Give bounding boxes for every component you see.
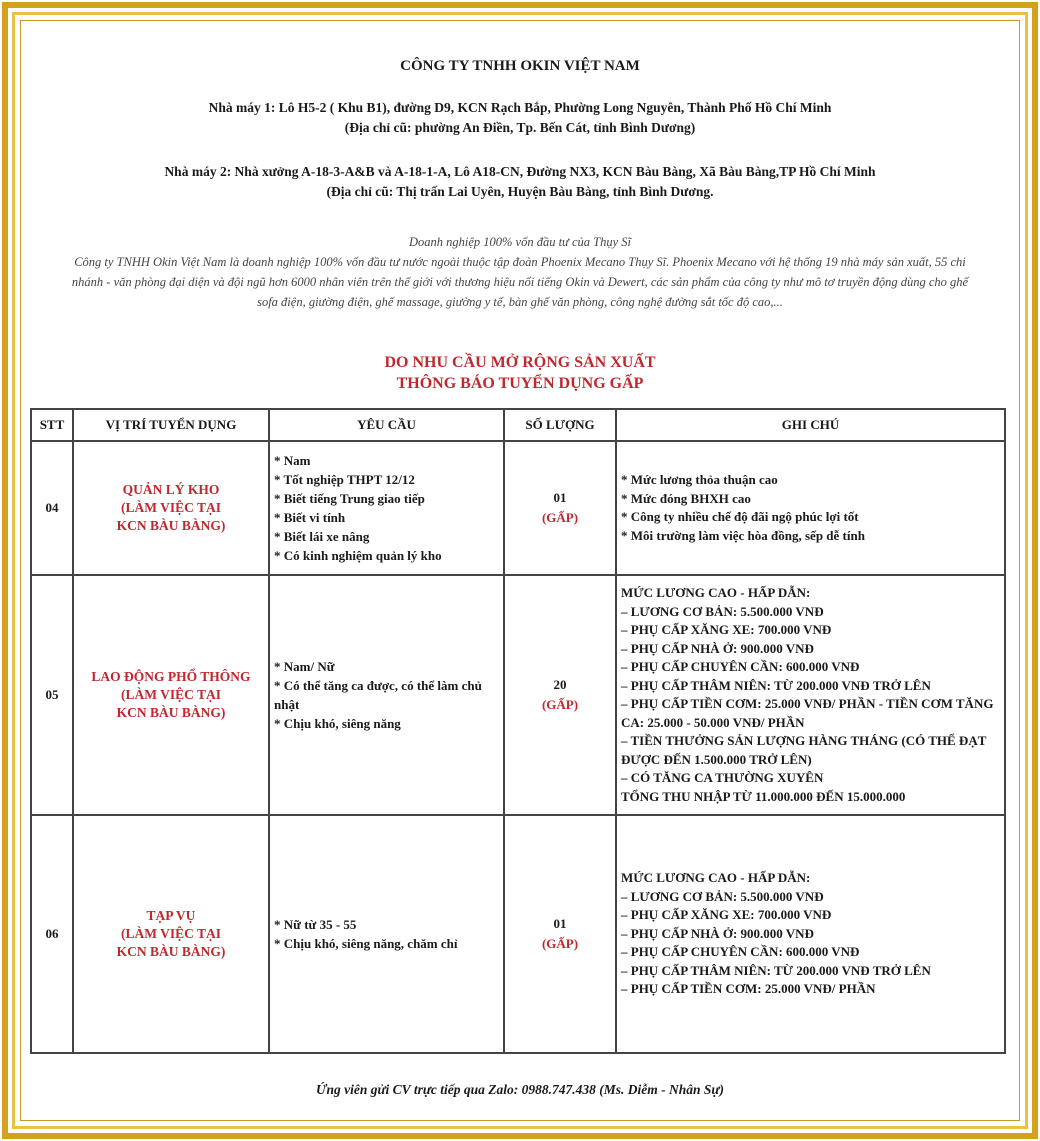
- recruitment-headline: [22, 352, 1018, 394]
- factory-2-address: [22, 162, 1018, 202]
- row-stt: 06: [31, 815, 73, 1053]
- requirement-item: * Nữ từ 35 - 55: [274, 917, 357, 932]
- position-location: (LÀM VIỆC TẠI: [120, 500, 222, 515]
- note-item: – PHỤ CẤP CHUYÊN CẦN: 600.000 VNĐ: [621, 659, 860, 674]
- table-row: [31, 575, 1005, 815]
- row-requirements: [269, 815, 504, 1053]
- note-item: – PHỤ CẤP TIỀN CƠM: 25.000 VNĐ/ PHẦN: [621, 981, 876, 997]
- position-title: QUẢN LÝ KHO: [122, 482, 220, 497]
- row-notes: [616, 441, 1005, 575]
- row-notes: [616, 815, 1005, 1053]
- recruitment-notice: [22, 22, 1018, 1119]
- note-item: – LƯƠNG CƠ BẢN: 5.500.000 VNĐ: [621, 888, 824, 904]
- note-item: TỔNG THU NHẬP TỪ 11.000.000 ĐẾN 15.000.000: [621, 788, 906, 804]
- note-item: – PHỤ CẤP NHÀ Ở: 900.000 VNĐ: [621, 640, 814, 656]
- quantity-value: 01: [553, 490, 567, 505]
- header-stt: STT: [31, 409, 73, 441]
- header-requirements: YÊU CẦU: [269, 409, 504, 441]
- row-quantity: [504, 815, 616, 1053]
- job-table: [30, 408, 1006, 1054]
- row-notes: [616, 575, 1005, 815]
- position-title: LAO ĐỘNG PHỔ THÔNG: [91, 669, 251, 684]
- note-item: * Công ty nhiều chế độ đãi ngộ phúc lợi tốt: [621, 509, 859, 524]
- row-requirements: [269, 441, 504, 575]
- note-item: – CÓ TĂNG CA THƯỜNG XUYÊN: [621, 770, 824, 785]
- row-stt: 05: [31, 575, 73, 815]
- requirement-item: * Có thể tăng ca được, có thể làm chủ nhật: [274, 678, 482, 712]
- table-row: [31, 815, 1005, 1053]
- requirement-item: * Biết tiếng Trung giao tiếp: [274, 491, 425, 506]
- note-item: – PHỤ CẤP XĂNG XE: 700.000 VNĐ: [621, 907, 832, 923]
- row-position: [73, 441, 269, 575]
- headline-line-2: THÔNG BÁO TUYỂN DỤNG GẤP: [396, 375, 644, 392]
- company-name: CÔNG TY TNHH OKIN VIỆT NAM: [400, 58, 640, 74]
- urgent-tag: (GẤP): [541, 510, 579, 525]
- table-header-row: [31, 409, 1005, 441]
- row-position: [73, 575, 269, 815]
- note-item: – LƯƠNG CƠ BẢN: 5.500.000 VNĐ: [621, 603, 824, 619]
- note-item: MỨC LƯƠNG CAO - HẤP DẪN:: [621, 585, 811, 600]
- note-item: – PHỤ CẤP CHUYÊN CẦN: 600.000 VNĐ: [621, 944, 860, 960]
- position-location: KCN BÀU BÀNG): [116, 518, 226, 533]
- header-notes: GHI CHÚ: [616, 409, 1005, 441]
- quantity-value: 20: [553, 677, 567, 692]
- requirement-item: * Chịu khó, siêng năng: [274, 716, 401, 731]
- requirement-item: * Chịu khó, siêng năng, chăm chỉ: [274, 936, 458, 951]
- factory-2-old-address: (Địa chỉ cũ: Thị trấn Lai Uyên, Huyện Bàu Bàng, tỉnh Bình Dương.: [326, 184, 714, 199]
- position-location: KCN BÀU BÀNG): [116, 705, 226, 720]
- row-stt: 04: [31, 441, 73, 575]
- urgent-tag: (GẤP): [541, 936, 579, 951]
- requirement-item: * Có kinh nghiệm quản lý kho: [274, 548, 442, 563]
- position-location: (LÀM VIỆC TẠI: [120, 926, 222, 941]
- factory-1-old-address: (Địa chỉ cũ: phường An Điền, Tp. Bến Cát, tỉnh Bình Dương): [344, 120, 696, 135]
- quantity-value: 01: [553, 916, 567, 931]
- note-item: – PHỤ CẤP TIỀN CƠM: 25.000 VNĐ/ PHẦN - TIỀN CƠM TĂNG CA: 25.000 - 50.000 VNĐ/ PHẦN: [621, 696, 994, 730]
- factory-2-line: Nhà máy 2: Nhà xưởng A-18-3-A&B và A-18-1-A, Lô A18-CN, Đường NX3, KCN Bàu Bàng, Xã Bàu Bàng,TP Hồ Chí Minh: [164, 164, 876, 179]
- company-intro: [62, 232, 978, 312]
- requirement-item: * Biết vi tính: [274, 510, 346, 525]
- note-item: – TIỀN THƯỞNG SẢN LƯỢNG HÀNG THÁNG (CÓ THỂ ĐẠT ĐƯỢC ĐẾN 1.500.000 TRỞ LÊN): [621, 733, 987, 767]
- contact-footer: Ứng viên gửi CV trực tiếp qua Zalo: 0988.747.438 (Ms. Diễm - Nhân Sự): [316, 1082, 724, 1097]
- row-quantity: [504, 575, 616, 815]
- header-quantity: SỐ LƯỢNG: [504, 409, 616, 441]
- requirement-item: * Nam/ Nữ: [274, 659, 335, 674]
- note-item: – PHỤ CẤP THÂM NIÊN: TỪ 200.000 VNĐ TRỞ LÊN: [621, 962, 931, 978]
- note-item: * Mức lương thỏa thuận cao: [621, 472, 778, 487]
- row-quantity: [504, 441, 616, 575]
- note-item: * Môi trường làm việc hòa đồng, sếp dễ tính: [621, 527, 865, 543]
- table-row: [31, 441, 1005, 575]
- row-requirements: [269, 575, 504, 815]
- intro-description: Công ty TNHH Okin Việt Nam là doanh nghiệp 100% vốn đầu tư nước ngoài thuộc tập đoàn Phoenix Mecano Thụy Sĩ. Phoenix Mecano với hệ thống 19 nhà máy sản xuất, 55 chi nhánh - văn phòng đại diện và đội ngũ hơn 6000 nhân viên trên thế giới với thương hiệu nổi tiếng Okin và Dewert, các sản phẩm của công ty như mô tơ truyền động dùng cho ghế sofa điện, giường điện, ghế massage, giường y tế, bàn ghế văn phòng, công nghệ đường sắt tốc độ cao,...: [71, 255, 969, 309]
- requirement-item: * Nam: [274, 453, 311, 468]
- note-item: – PHỤ CẤP THÂM NIÊN: TỪ 200.000 VNĐ TRỞ LÊN: [621, 677, 931, 693]
- position-location: KCN BÀU BÀNG): [116, 944, 226, 959]
- urgent-tag: (GẤP): [541, 697, 579, 712]
- headline-line-1: DO NHU CẦU MỞ RỘNG SẢN XUẤT: [384, 354, 656, 371]
- note-item: – PHỤ CẤP NHÀ Ở: 900.000 VNĐ: [621, 925, 814, 941]
- position-location: (LÀM VIỆC TẠI: [120, 687, 222, 702]
- factory-1-address: [22, 98, 1018, 138]
- position-title: TẠP VỤ: [146, 908, 196, 923]
- note-item: * Mức đóng BHXH cao: [621, 490, 751, 506]
- row-position: [73, 815, 269, 1053]
- note-item: – PHỤ CẤP XĂNG XE: 700.000 VNĐ: [621, 622, 832, 637]
- factory-1-line: Nhà máy 1: Lô H5-2 ( Khu B1), đường D9, KCN Rạch Bắp, Phường Long Nguyên, Thành Phố Hồ Chí Minh: [208, 100, 832, 115]
- intro-tagline: Doanh nghiệp 100% vốn đầu tư của Thụy Sĩ: [408, 235, 632, 249]
- note-item: MỨC LƯƠNG CAO - HẤP DẪN:: [621, 870, 811, 886]
- header-position: VỊ TRÍ TUYỂN DỤNG: [73, 409, 269, 441]
- requirement-item: * Tốt nghiệp THPT 12/12: [274, 472, 415, 487]
- requirement-item: * Biết lái xe nâng: [274, 529, 370, 544]
